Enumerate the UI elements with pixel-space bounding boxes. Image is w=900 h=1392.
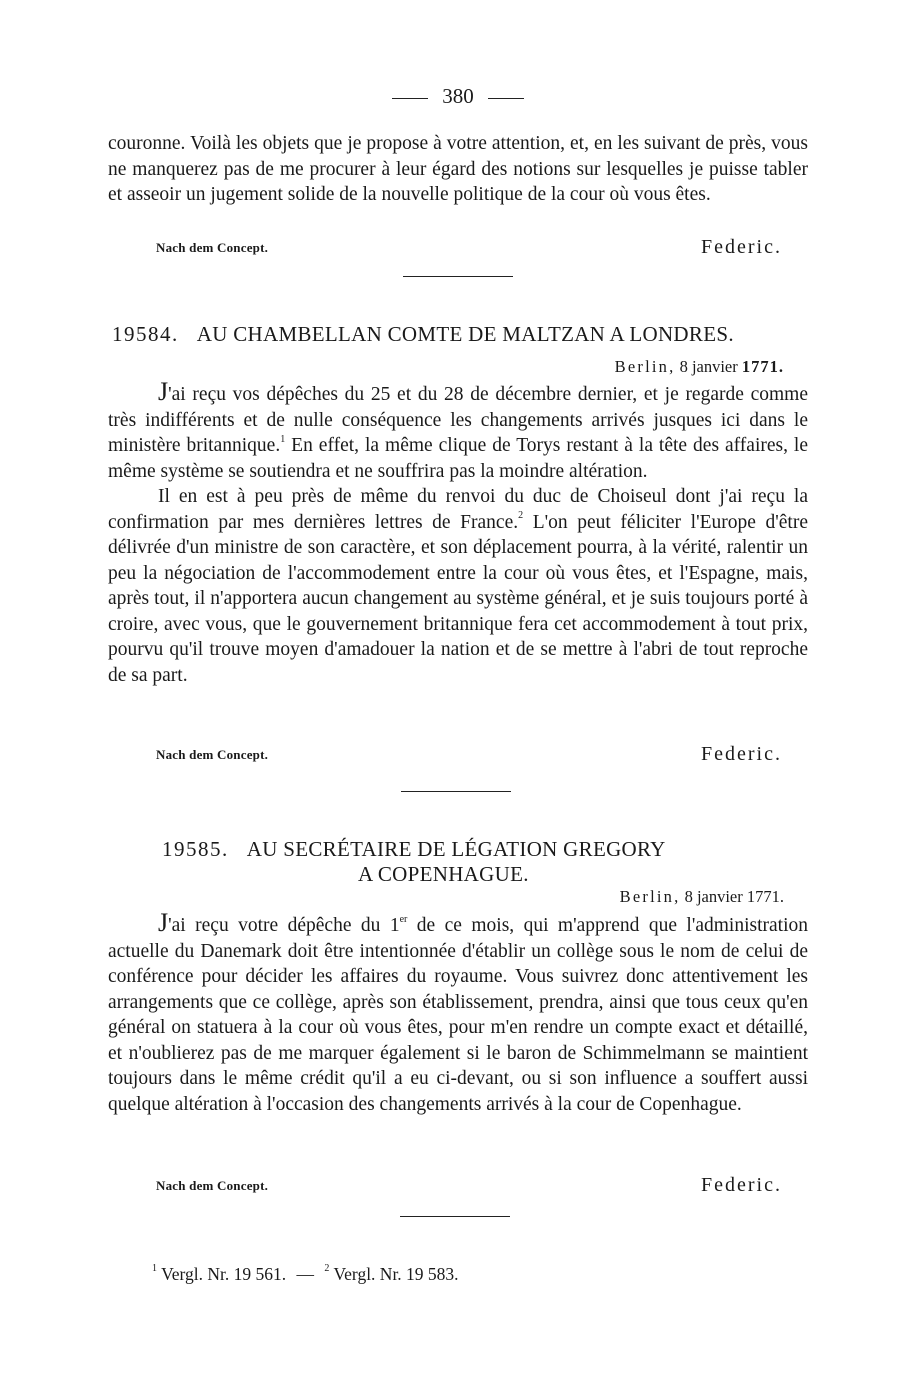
letter-19585-source-note: Nach dem Concept.	[156, 1178, 269, 1193]
letter-19584-dateline	[615, 357, 784, 377]
letter-19585-place: Berlin,	[619, 887, 681, 906]
letter-19585-paragraph-1: J'ai reçu votre dépêche du 1er de ce mois, qui m'apprend que l'administration actuelle du Danemark doit être intentionnée d'établir un collège sous le nom de celui de conférence pour décider les affaires du royaume. Vous suivrez donc attentivement les arrangements que ce collège, après son établissement, prendra, ainsi que tous ceux qu'en général on statuera à la cour où vous êtes, pour m'en rendre un compte exact et détaillé, et n'oublierez pas de me marquer également si le baron de Schimmelmann se maintient toujours dans le même crédit qu'il a eu ci-devant, ou si son influence a souffert aussi quelque altération à l'occasion des changements arrivés à la cour de Copenhague.	[108, 908, 809, 1115]
letter-19585-title: AU SECRÉTAIRE DE LÉGATION GREGORY	[246, 837, 666, 861]
header-dash-right	[488, 98, 524, 99]
footnote-ref-1: 1	[280, 433, 286, 445]
letter-19584-paragraph-2: Il en est à peu près de même du renvoi du duc de Choiseul dont j'ai reçu la confirmation par mes dernières lettres de France.$^2$ L'on peut féliciter l'Europe d'être délivrée d'un ministre de son caractère, et son déplacement pourra, à la vérité, ralentir un peu la négociation de l'accommodement entre la cour où vous êtes, et l'Espagne, mais, après tout, il n'apportera aucun changement au système général, et je suis toujours porté à croire, avec vous, que le gouvernement britannique fera cet accommodement à tout prix, pourvu qu'il trouve moyen d'amadouer la nation et de se mettre à l'abri de tout reproche de sa part.	[108, 486, 808, 686]
letter-19585-dateline	[620, 887, 784, 907]
footnote-2-text: Vergl. Nr. 19 583.	[333, 1264, 459, 1284]
footnote-2-mark: 2	[324, 1263, 330, 1275]
footnote-ref-2: 2	[518, 510, 524, 521]
letter-19585-number: 19585.	[162, 837, 229, 861]
header-dash-left	[392, 98, 428, 99]
letter-19584-title: AU CHAMBELLAN COMTE DE MALTZAN A LONDRES.	[196, 322, 734, 346]
footnotes	[152, 1264, 459, 1285]
intro-source-note: Nach dem Concept.	[156, 240, 269, 255]
footnote-1-text: Vergl. Nr. 19 561.	[161, 1264, 287, 1284]
letter-19584-heading	[112, 322, 734, 347]
letter-19584-source-note: Nach dem Concept.	[156, 747, 269, 762]
letter-19584-paragraph-1: J'ai reçu vos dépêches du 25 et du 28 de décembre dernier, et je regarde comme très indifférents et de nulle conséquence les changements arrivés jusques ici dans le ministère britannique.$^1$ En effet, la même clique de Torys restant à la tête des affaires, le même système se soutiendra et ne souffrira pas la moindre altération.	[108, 377, 809, 482]
letter-19585-date: 8 janvier 1771.	[684, 887, 784, 906]
intro-block	[108, 131, 808, 208]
page-header	[108, 84, 808, 109]
letter-19584-date: 8 janvier	[679, 357, 738, 376]
letter-19585-subtitle: A COPENHAGUE.	[358, 862, 529, 886]
letter-19584-number: 19584.	[112, 322, 179, 346]
letter-19585-body	[108, 908, 809, 1117]
intro-signature-row	[108, 236, 808, 260]
section-divider-1	[403, 276, 513, 277]
section-divider-2	[401, 791, 511, 792]
section-divider-3	[400, 1216, 510, 1217]
superscript-er: er	[399, 913, 408, 925]
letter-19584-year: 1771.	[741, 357, 784, 376]
drop-initial: J	[158, 377, 169, 406]
letter-19584-place: Berlin,	[614, 357, 676, 376]
letter-19585-heading	[162, 837, 666, 862]
page-number: 380	[442, 84, 474, 108]
letter-19585-signature-row	[108, 1174, 808, 1198]
letter-19584-signature-row	[108, 743, 808, 767]
drop-initial: J	[158, 908, 169, 937]
intro-paragraph: couronne. Voilà les objets que je propose à votre attention, et, en les suivant de près, vous ne manquerez pas de me procurer à leur égard des notions sur lesquelles je puisse tabler et asseoir un jugement solide de la nouvelle politique de la cour où vous êtes.	[108, 133, 808, 205]
letter-19584-signature: Federic.	[701, 743, 782, 765]
intro-signature: Federic.	[701, 236, 782, 258]
footnote-1-mark: 1	[152, 1263, 157, 1275]
letter-19584-body	[108, 377, 809, 688]
letter-19585-signature: Federic.	[701, 1174, 782, 1196]
footnote-separator: —	[296, 1264, 315, 1284]
